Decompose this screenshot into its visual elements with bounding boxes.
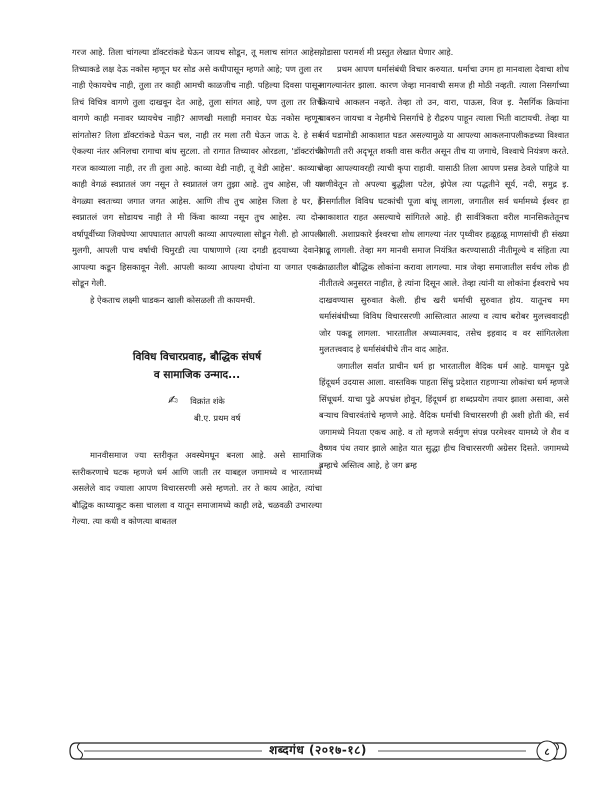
article-paragraph: थोडासा परामर्श मी प्रस्तुत लेखात घेणार आहे.: [319, 47, 454, 57]
footer-banner: [66, 738, 570, 764]
page-number: ८: [544, 747, 550, 758]
author-block: [72, 392, 322, 427]
author-name: विक्रांत शंके: [190, 396, 225, 406]
story-ending-paragraph: हे ऐकताच लक्ष्मी धाडकन खाली कोसळली ती कायमची.: [90, 294, 256, 305]
left-column: [72, 44, 322, 530]
article-title-line2: व सामाजिक उन्माद...: [153, 369, 241, 381]
right-column: [319, 44, 569, 473]
article-title-line1: विविध विचारप्रवाह, बौद्धिक संघर्ष: [132, 351, 262, 363]
story-paragraph: गरज आहे. तिला चांगल्या डॉक्टरांकडे घेऊन जायच सोडून, तू मलाच सांगत आहेस, तिच्याकडे लक्ष देऊ नकोस म्हणून घर सोड असे कधीपासून म्हणते आहे; पण तुला तर नाही ऐकायचेच नाही, तुला तर काही आमची काळजीच नाही. पहिल्या दिवसा पासून तिचं विचित्र वागणे तुला दाखवून देत आहे, तुला सांगत आहे, पण तुला तर तिचे वागणे काही मनावर घ्यायचेच नाही? आणखी मलाही मनावर घेऊ नकोस म्हणून सांगतोस? तिला डॉक्टरांकडे घेऊन चल, नाही तर मला तरी घेऊन जाऊ दे. हे सर्व ऐकल्या नंतर अनिलचा रागाचा बांध सुटला. तो रागात तिच्यावर ओरडला, 'डॉक्टरांची गरज काव्याला नाही, तर ती तुला आहे. काव्या वेडी नाही, तू वेडी आहेस'. काव्याच काही वेगळं स्वप्नातलं जग नसून ते स्वप्नातलं जग तुझा आहे. तुच आहेस, जी या वेगळ्या स्वतःच्या जगात जगत आहेस. आणि तीच तुच आहेस जिला हे घर, हे स्वप्नातलं जग सोडायच नाही ते मी किंवा काव्या नसून तुच आहेस. त्या दोन वर्षापूर्वीच्या जिवघेण्या आपघातात आपली काव्या आपल्याला सोडून गेली. हो आपली मुलगी, आपली पाच वर्षाची चिमुरडी त्या पाषाणाणे (त्या दगडी हृदयाच्या देवाने) आपल्या कडून हिसकावून नेली. आपली काव्या आपल्या दोघांना या जगात एकटं सोडून गेली.: [72, 47, 322, 288]
pen-icon: ✍: [168, 393, 179, 407]
article-intro-paragraph: मानवीसमाज ज्या स्तरीकृत अवस्थेमधून बनला आहे. असे सामाजिक स्तरीकरणाचे घटक म्हणजे धर्म आणि जाती तर याबद्दल जगामध्ये व भारतामध्ये असलेले वाद ज्याला आपण विचारसरणी असे म्हणतो. तर ते काय आहेत, त्यांचा बौद्धिक काथ्याकूट कसा चालला व यातून समाजामध्ये काही लढे, चळवळी उभारल्या गेल्या. त्या कधी व कोणत्या बाबतल: [72, 450, 322, 526]
author-class: बी.ए. प्रथम वर्ष: [194, 413, 241, 423]
article-paragraph: जगातील सर्वात प्राचीन धर्म हा भारतातील वैदिक धर्म आहे. यामधून पुढे हिंदूधर्म उदयास आला. वास्तविक पाहता सिंधु प्रदेशात राहणाऱ्या लोकांचा धर्म म्हणजे सिंधूधर्म. याचा पुढे अपभ्रंश होवून, हिंदूधर्म हा शब्दप्रयोग तयार झाला असावा, असे बऱ्याच विचारवंतांचे म्हणणे आहे. वैदिक धर्माची विचारसरणी ही अशी होती की, सर्व जगामध्ये नियता एकच आहे. व तो म्हणजे सर्वगुण संपन्न परमेश्वर यामध्ये जे शैव व वैष्णव पंथ तयार झाले आहेत यात सुद्धा हीच विचारसरणी अग्रेसर दिसते. जगामध्ये ब्रम्हाचे अस्तित्व आहे, हे जग ब्रम्ह: [319, 360, 569, 470]
article-paragraph: प्रथम आपण धर्मासंबंधी विचार करुयात. धर्माचा उगम हा मानवाला देवाचा शोध लागल्यानंतर झाला. कारण जेव्हा मानवाची समज ही मोठी नव्हती. त्याला निसर्गाच्या क्रियाचे आकलन नव्हते. तेव्हा तो उन, वारा, पाऊस, विज इ. नैसर्गिक क्रियांना घाबरुन जायचा व नेहमीचे निसर्गाचे हे रौद्ररुप पाहून त्याला भिती वाटायची. तेव्हा या सर्व घडामोडी आकाशात घडत असल्यामुळे या आपल्या आकलनापलीकडच्या विश्वात कोणती तरी अदृभूत शक्ती वास करीत असून तीच या जगाचे, विश्वाचे नियंत्रण करते. तेव्हा आपल्यावरही त्याची कृपा राहावी. यासाठी तिला आपण प्रसन्न ठेवले पाहिजे या जणीवेतून तो अपल्या बुद्धीला पटेल, झेपेल त्या पद्धतीने सूर्य, नदी, समुद्र इ. निसर्गातील विविध घटकांची पूजा बांधू लागला, जगातील सर्व धर्मामध्ये ईश्वर हा आकाशात राहत असल्याचे सांगितले आहे. ही सार्वत्रिकता वरील मानसिकतेतूनच आली. अशाप्रकारे ईश्वरचा शोध लागल्या नंतर पृथ्वीवर हळूहळू माणसांची ही संख्या वाढू लागली. तेव्हा मग मानवी समाज नियंत्रित करण्यासाठी नीतीमूल्ये व संहिता त्या काळातील बौद्धिक लोकांना करावा लागल्या. मात्र जेव्हा समाजातील सर्वच लोक ही नीतीतत्वे अनुसरत नाहीत, हे त्यांना दिसून आले. तेव्हा त्यांनी या लोकांना ईश्वराचे भय दाखवण्यास सुरुवात केली. हीच खरी धर्माची सुरुवात होय. यातूनच मग धर्मासंबंधीच्या विविध विचारसरणी आस्तित्वात आल्या व त्याच बरोबर मुलत्त्ववादही जोर पकडू लागला. भारतातील अध्यात्मवाद, तसेच इहवाद व वर सांगितलेला मुलतत्त्ववाद हे धर्मासंबंधीचे तीन वाद आहेत.: [319, 63, 569, 354]
magazine-title: शब्दगंध (२०१७-१८): [269, 743, 367, 757]
